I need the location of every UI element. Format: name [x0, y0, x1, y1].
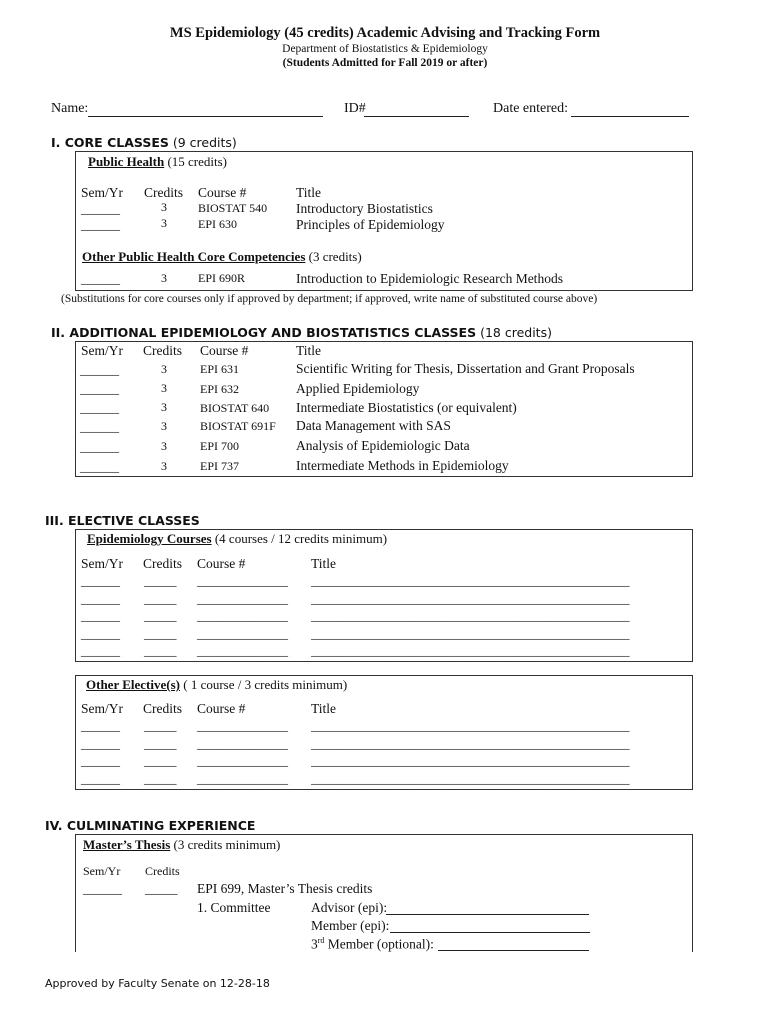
course-field[interactable]: ______________: [197, 753, 288, 768]
credits-value: 3: [161, 400, 167, 414]
col-credits-header: Credits: [143, 701, 182, 716]
title-field[interactable]: _________________________________________________: [311, 718, 630, 733]
col-credits-header: Credits: [143, 343, 182, 358]
credits-field[interactable]: _____: [144, 753, 177, 768]
course-title: Data Management with SAS: [296, 418, 451, 433]
title-field[interactable]: _________________________________________________: [311, 573, 630, 588]
sem-field[interactable]: ______: [80, 362, 119, 377]
epi-courses-requirement: (4 courses / 12 credits minimum): [214, 531, 388, 546]
member-label: Member (epi):: [311, 918, 390, 933]
col-credits-header: Credits: [144, 185, 183, 200]
title-field[interactable]: _________________________________________________: [311, 608, 630, 623]
col-credits-header: Credits: [145, 864, 180, 878]
col-credits-header: Credits: [143, 556, 182, 571]
third-member-ordinal: rd: [317, 936, 325, 945]
core-heading-text: I. CORE CLASSES: [51, 135, 169, 150]
credits-value: 3: [161, 200, 167, 214]
third-member-text: Member (optional):: [327, 936, 434, 952]
date-label: Date entered:: [493, 101, 569, 116]
elective-heading: III. ELECTIVE CLASSES: [45, 513, 200, 528]
advisor-field[interactable]: [386, 902, 589, 915]
name-label: Name:: [51, 101, 89, 116]
sem-field[interactable]: ______: [81, 736, 120, 751]
credits-value: 3: [161, 459, 167, 473]
title-field[interactable]: _________________________________________________: [311, 736, 630, 751]
course-field[interactable]: ______________: [197, 608, 288, 623]
col-title-header: Title: [296, 343, 322, 358]
col-sem-header: Sem/Yr: [81, 556, 123, 571]
sem-field[interactable]: ______: [80, 381, 119, 396]
col-course-header: Course #: [200, 343, 249, 358]
course-field[interactable]: ______________: [197, 718, 288, 733]
member-field[interactable]: [390, 920, 590, 933]
thesis-title: Master’s Thesis: [83, 837, 171, 852]
course-field[interactable]: ______________: [197, 771, 288, 786]
public-health-heading: [88, 154, 227, 170]
id-field[interactable]: [364, 104, 469, 117]
approval-footer: Approved by Faculty Senate on 12-28-18: [45, 977, 270, 990]
third-member-number: 3: [311, 936, 318, 952]
credits-field[interactable]: _____: [144, 718, 177, 733]
col-title-header: Title: [311, 701, 337, 716]
sem-field[interactable]: ______: [81, 217, 120, 232]
course-number: BIOSTAT 640: [200, 401, 270, 415]
col-title-header: Title: [296, 185, 322, 200]
title-field[interactable]: _________________________________________________: [311, 591, 630, 606]
course-number: EPI 737: [200, 459, 239, 473]
credits-value: 3: [161, 216, 167, 230]
credits-value: 3: [161, 362, 167, 376]
credits-field[interactable]: _____: [145, 881, 178, 896]
credits-field[interactable]: _____: [144, 771, 177, 786]
other-ph-heading: [82, 249, 362, 265]
admission-note: (Students Admitted for Fall 2019 or after): [282, 57, 488, 69]
substitution-note: (Substitutions for core courses only if approved by department; if approved, write name of substituted course above): [61, 293, 598, 305]
col-course-header: Course #: [197, 556, 246, 571]
sem-field[interactable]: ______: [81, 608, 120, 623]
advisor-label: Advisor (epi):: [311, 900, 388, 915]
public-health-credits: (15 credits): [167, 154, 228, 169]
credits-field[interactable]: _____: [144, 591, 177, 606]
credits-field[interactable]: _____: [144, 736, 177, 751]
additional-heading-text: II. ADDITIONAL EPIDEMIOLOGY AND BIOSTATISTICS CLASSES: [51, 325, 477, 340]
credits-value: 3: [161, 381, 167, 395]
course-title: Applied Epidemiology: [296, 381, 420, 396]
sem-field[interactable]: ______: [80, 459, 119, 474]
title-field[interactable]: _________________________________________________: [311, 626, 630, 641]
id-label: ID#: [344, 101, 366, 116]
other-electives-title: Other Elective(s): [86, 677, 180, 692]
additional-heading: [51, 325, 552, 340]
sem-field[interactable]: ______: [81, 718, 120, 733]
sem-field[interactable]: ______: [81, 771, 120, 786]
course-field[interactable]: ______________: [197, 626, 288, 641]
credits-field[interactable]: _____: [144, 573, 177, 588]
course-title: Principles of Epidemiology: [296, 217, 445, 232]
sem-field[interactable]: ______: [80, 400, 119, 415]
title-field[interactable]: _________________________________________________: [311, 771, 630, 786]
sem-field[interactable]: ______: [81, 626, 120, 641]
course-field[interactable]: ______________: [197, 591, 288, 606]
sem-field[interactable]: ______: [80, 439, 119, 454]
other-electives-requirement: ( 1 course / 3 credits minimum): [183, 677, 348, 692]
course-number: EPI 700: [200, 439, 239, 453]
thesis-credits-line: EPI 699, Master’s Thesis credits: [197, 881, 373, 896]
sem-field[interactable]: ______: [81, 271, 120, 286]
public-health-title: Public Health: [88, 154, 165, 169]
core-heading-credits: (9 credits): [172, 135, 237, 150]
epi-courses-heading: [87, 531, 387, 547]
course-field[interactable]: ______________: [197, 736, 288, 751]
col-title-header: Title: [311, 556, 337, 571]
course-title: Introduction to Epidemiologic Research Methods: [296, 271, 563, 286]
course-title: Intermediate Methods in Epidemiology: [296, 458, 509, 473]
title-field[interactable]: _________________________________________________: [311, 643, 630, 658]
course-number: EPI 630: [198, 217, 237, 231]
credits-value: 3: [161, 419, 167, 433]
sem-field[interactable]: ______: [81, 573, 120, 588]
title-field[interactable]: _________________________________________________: [311, 753, 630, 768]
credits-value: 3: [161, 271, 167, 285]
name-field[interactable]: [88, 104, 323, 117]
culminating-heading: IV. CULMINATING EXPERIENCE: [45, 818, 256, 833]
thesis-heading: [83, 837, 280, 853]
credits-field[interactable]: _____: [144, 626, 177, 641]
credits-field[interactable]: _____: [144, 608, 177, 623]
course-title: Scientific Writing for Thesis, Dissertation and Grant Proposals: [296, 361, 635, 376]
course-number: EPI 632: [200, 382, 239, 396]
sem-field[interactable]: ______: [81, 591, 120, 606]
course-number: EPI 690R: [198, 271, 246, 285]
other-ph-credits: (3 credits): [308, 249, 362, 264]
course-title: Introductory Biostatistics: [296, 201, 433, 216]
col-sem-header: Sem/Yr: [83, 864, 121, 878]
col-sem-header: Sem/Yr: [81, 185, 123, 200]
committee-label: 1. Committee: [197, 900, 271, 915]
course-number: BIOSTAT 691F: [200, 419, 276, 433]
credits-field[interactable]: _____: [144, 643, 177, 658]
sem-field[interactable]: ______: [81, 201, 120, 216]
sem-field[interactable]: ______: [80, 419, 119, 434]
core-heading: [51, 135, 237, 150]
course-title: Analysis of Epidemiologic Data: [296, 438, 470, 453]
sem-field[interactable]: ______: [81, 643, 120, 658]
form-title: MS Epidemiology (45 credits) Academic Advising and Tracking Form: [169, 25, 601, 41]
date-field[interactable]: [571, 104, 689, 117]
sem-field[interactable]: ______: [81, 753, 120, 768]
department-line: Department of Biostatistics & Epidemiology: [282, 43, 488, 55]
additional-heading-credits: (18 credits): [480, 325, 552, 340]
other-ph-title: Other Public Health Core Competencies: [82, 249, 306, 264]
col-sem-header: Sem/Yr: [81, 701, 123, 716]
col-sem-header: Sem/Yr: [81, 343, 123, 358]
thesis-requirement: (3 credits minimum): [173, 837, 281, 852]
course-field[interactable]: ______________: [197, 573, 288, 588]
epi-courses-title: Epidemiology Courses: [87, 531, 212, 546]
other-electives-heading: [86, 677, 347, 693]
col-course-header: Course #: [198, 185, 247, 200]
third-member-label: [311, 936, 434, 953]
sem-field[interactable]: ______: [83, 881, 122, 896]
course-field[interactable]: ______________: [197, 643, 288, 658]
col-course-header: Course #: [197, 701, 246, 716]
course-number: EPI 631: [200, 362, 239, 376]
credits-value: 3: [161, 439, 167, 453]
course-title: Intermediate Biostatistics (or equivalent): [296, 400, 517, 415]
third-member-field[interactable]: [438, 938, 589, 951]
course-number: BIOSTAT 540: [198, 201, 268, 215]
